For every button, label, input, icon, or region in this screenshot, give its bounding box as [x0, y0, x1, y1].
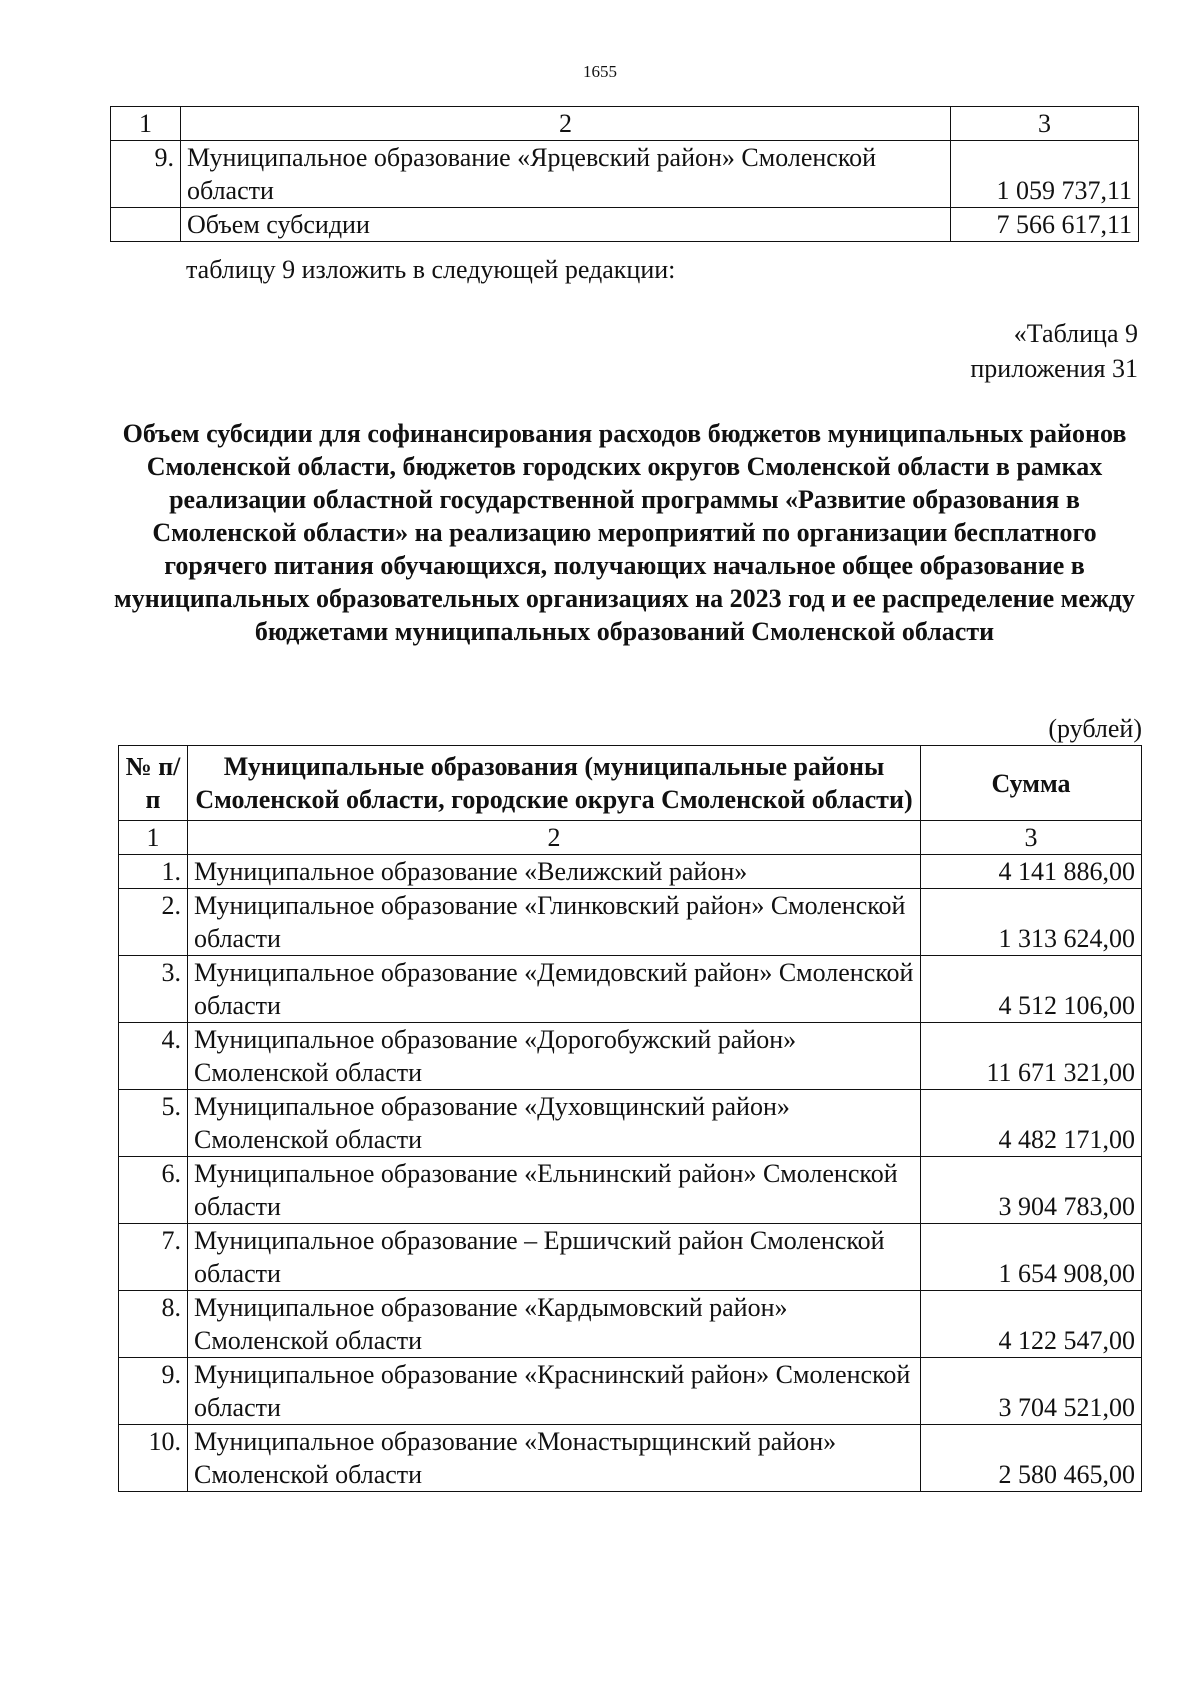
header-sum: Сумма [921, 746, 1142, 821]
row-number [111, 208, 181, 242]
row-sum: 4 141 886,00 [921, 855, 1142, 889]
row-sum: 7 566 617,11 [951, 208, 1139, 242]
page-number: 1655 [583, 62, 617, 81]
row-number: 2. [119, 889, 188, 956]
header-name: Муниципальные образования (муниципальные районы Смоленской области, городские округа Смоленской области) [188, 746, 921, 821]
row-name: Муниципальное образование «Кардымовский район» Смоленской области [188, 1291, 921, 1358]
row-number: 6. [119, 1157, 188, 1224]
row-number: 3. [119, 956, 188, 1023]
row-number: 7. [119, 1224, 188, 1291]
row-number: 10. [119, 1425, 188, 1492]
row-sum: 1 313 624,00 [921, 889, 1142, 956]
table-header-row [119, 746, 1142, 821]
row-sum: 2 580 465,00 [921, 1425, 1142, 1492]
table-row [119, 855, 1142, 889]
row-name: Муниципальное образование «Ельнинский район» Смоленской области [188, 1157, 921, 1224]
row-sum: 1 654 908,00 [921, 1224, 1142, 1291]
column-number-3: 3 [951, 107, 1139, 141]
row-number: 9. [111, 141, 181, 208]
row-number: 1. [119, 855, 188, 889]
row-sum: 1 059 737,11 [951, 141, 1139, 208]
header-number: № п/п [119, 746, 188, 821]
row-name: Объем субсидии [181, 208, 951, 242]
row-name: Муниципальное образование «Велижский район» [188, 855, 921, 889]
row-name: Муниципальное образование «Демидовский район» Смоленской области [188, 956, 921, 1023]
units-label: (рублей) [1048, 714, 1142, 743]
intro-text: таблицу 9 изложить в следующей редакции: [186, 255, 676, 284]
table-row [119, 889, 1142, 956]
row-sum: 3 704 521,00 [921, 1358, 1142, 1425]
row-sum: 3 904 783,00 [921, 1157, 1142, 1224]
reference-line-2: приложения 31 [970, 354, 1138, 383]
table-row [119, 1090, 1142, 1157]
row-name: Муниципальное образование «Ярцевский район» Смоленской области [181, 141, 951, 208]
reference-line-1: «Таблица 9 [1013, 319, 1138, 348]
table-row [119, 1157, 1142, 1224]
row-name: Муниципальное образование «Краснинский район» Смоленской области [188, 1358, 921, 1425]
column-numbers-row [119, 821, 1142, 855]
row-name: Муниципальное образование – Ершичский район Смоленской области [188, 1224, 921, 1291]
table-row [119, 1291, 1142, 1358]
table-body [119, 855, 1142, 1492]
row-sum: 4 122 547,00 [921, 1291, 1142, 1358]
table-row [111, 141, 1139, 208]
column-number-2: 2 [181, 107, 951, 141]
column-number-1: 1 [119, 821, 188, 855]
table-row [119, 1023, 1142, 1090]
continued-table [110, 106, 1139, 242]
row-sum: 4 482 171,00 [921, 1090, 1142, 1157]
document-title: Объем субсидии для софинансирования расходов бюджетов муниципальных районов Смоленской области, бюджетов городских округов Смоленской области в рамках реализации областной государственной программы «Развитие образования в Смоленской области» на реализацию мероприятий по организации бесплатного горячего питания обучающихся, получающих начальное общее образование в муниципальных образовательных организациях на 2023 год и ее распределение между бюджетами муниципальных образований Смоленской области [114, 419, 1135, 646]
row-sum: 11 671 321,00 [921, 1023, 1142, 1090]
row-sum: 4 512 106,00 [921, 956, 1142, 1023]
table-row [119, 956, 1142, 1023]
row-name: Муниципальное образование «Монастырщинский район» Смоленской области [188, 1425, 921, 1492]
table-row [119, 1224, 1142, 1291]
row-number: 5. [119, 1090, 188, 1157]
subsidy-table [118, 745, 1142, 1492]
table-reference [970, 316, 1138, 386]
column-number-2: 2 [188, 821, 921, 855]
table-row [119, 1425, 1142, 1492]
column-number-3: 3 [921, 821, 1142, 855]
table-row [119, 1358, 1142, 1425]
row-number: 8. [119, 1291, 188, 1358]
row-number: 4. [119, 1023, 188, 1090]
row-name: Муниципальное образование «Дорогобужский район» Смоленской области [188, 1023, 921, 1090]
total-row [111, 208, 1139, 242]
row-number: 9. [119, 1358, 188, 1425]
row-name: Муниципальное образование «Глинковский район» Смоленской области [188, 889, 921, 956]
row-name: Муниципальное образование «Духовщинский район» Смоленской области [188, 1090, 921, 1157]
column-number-1: 1 [111, 107, 181, 141]
table-header-row [111, 107, 1139, 141]
